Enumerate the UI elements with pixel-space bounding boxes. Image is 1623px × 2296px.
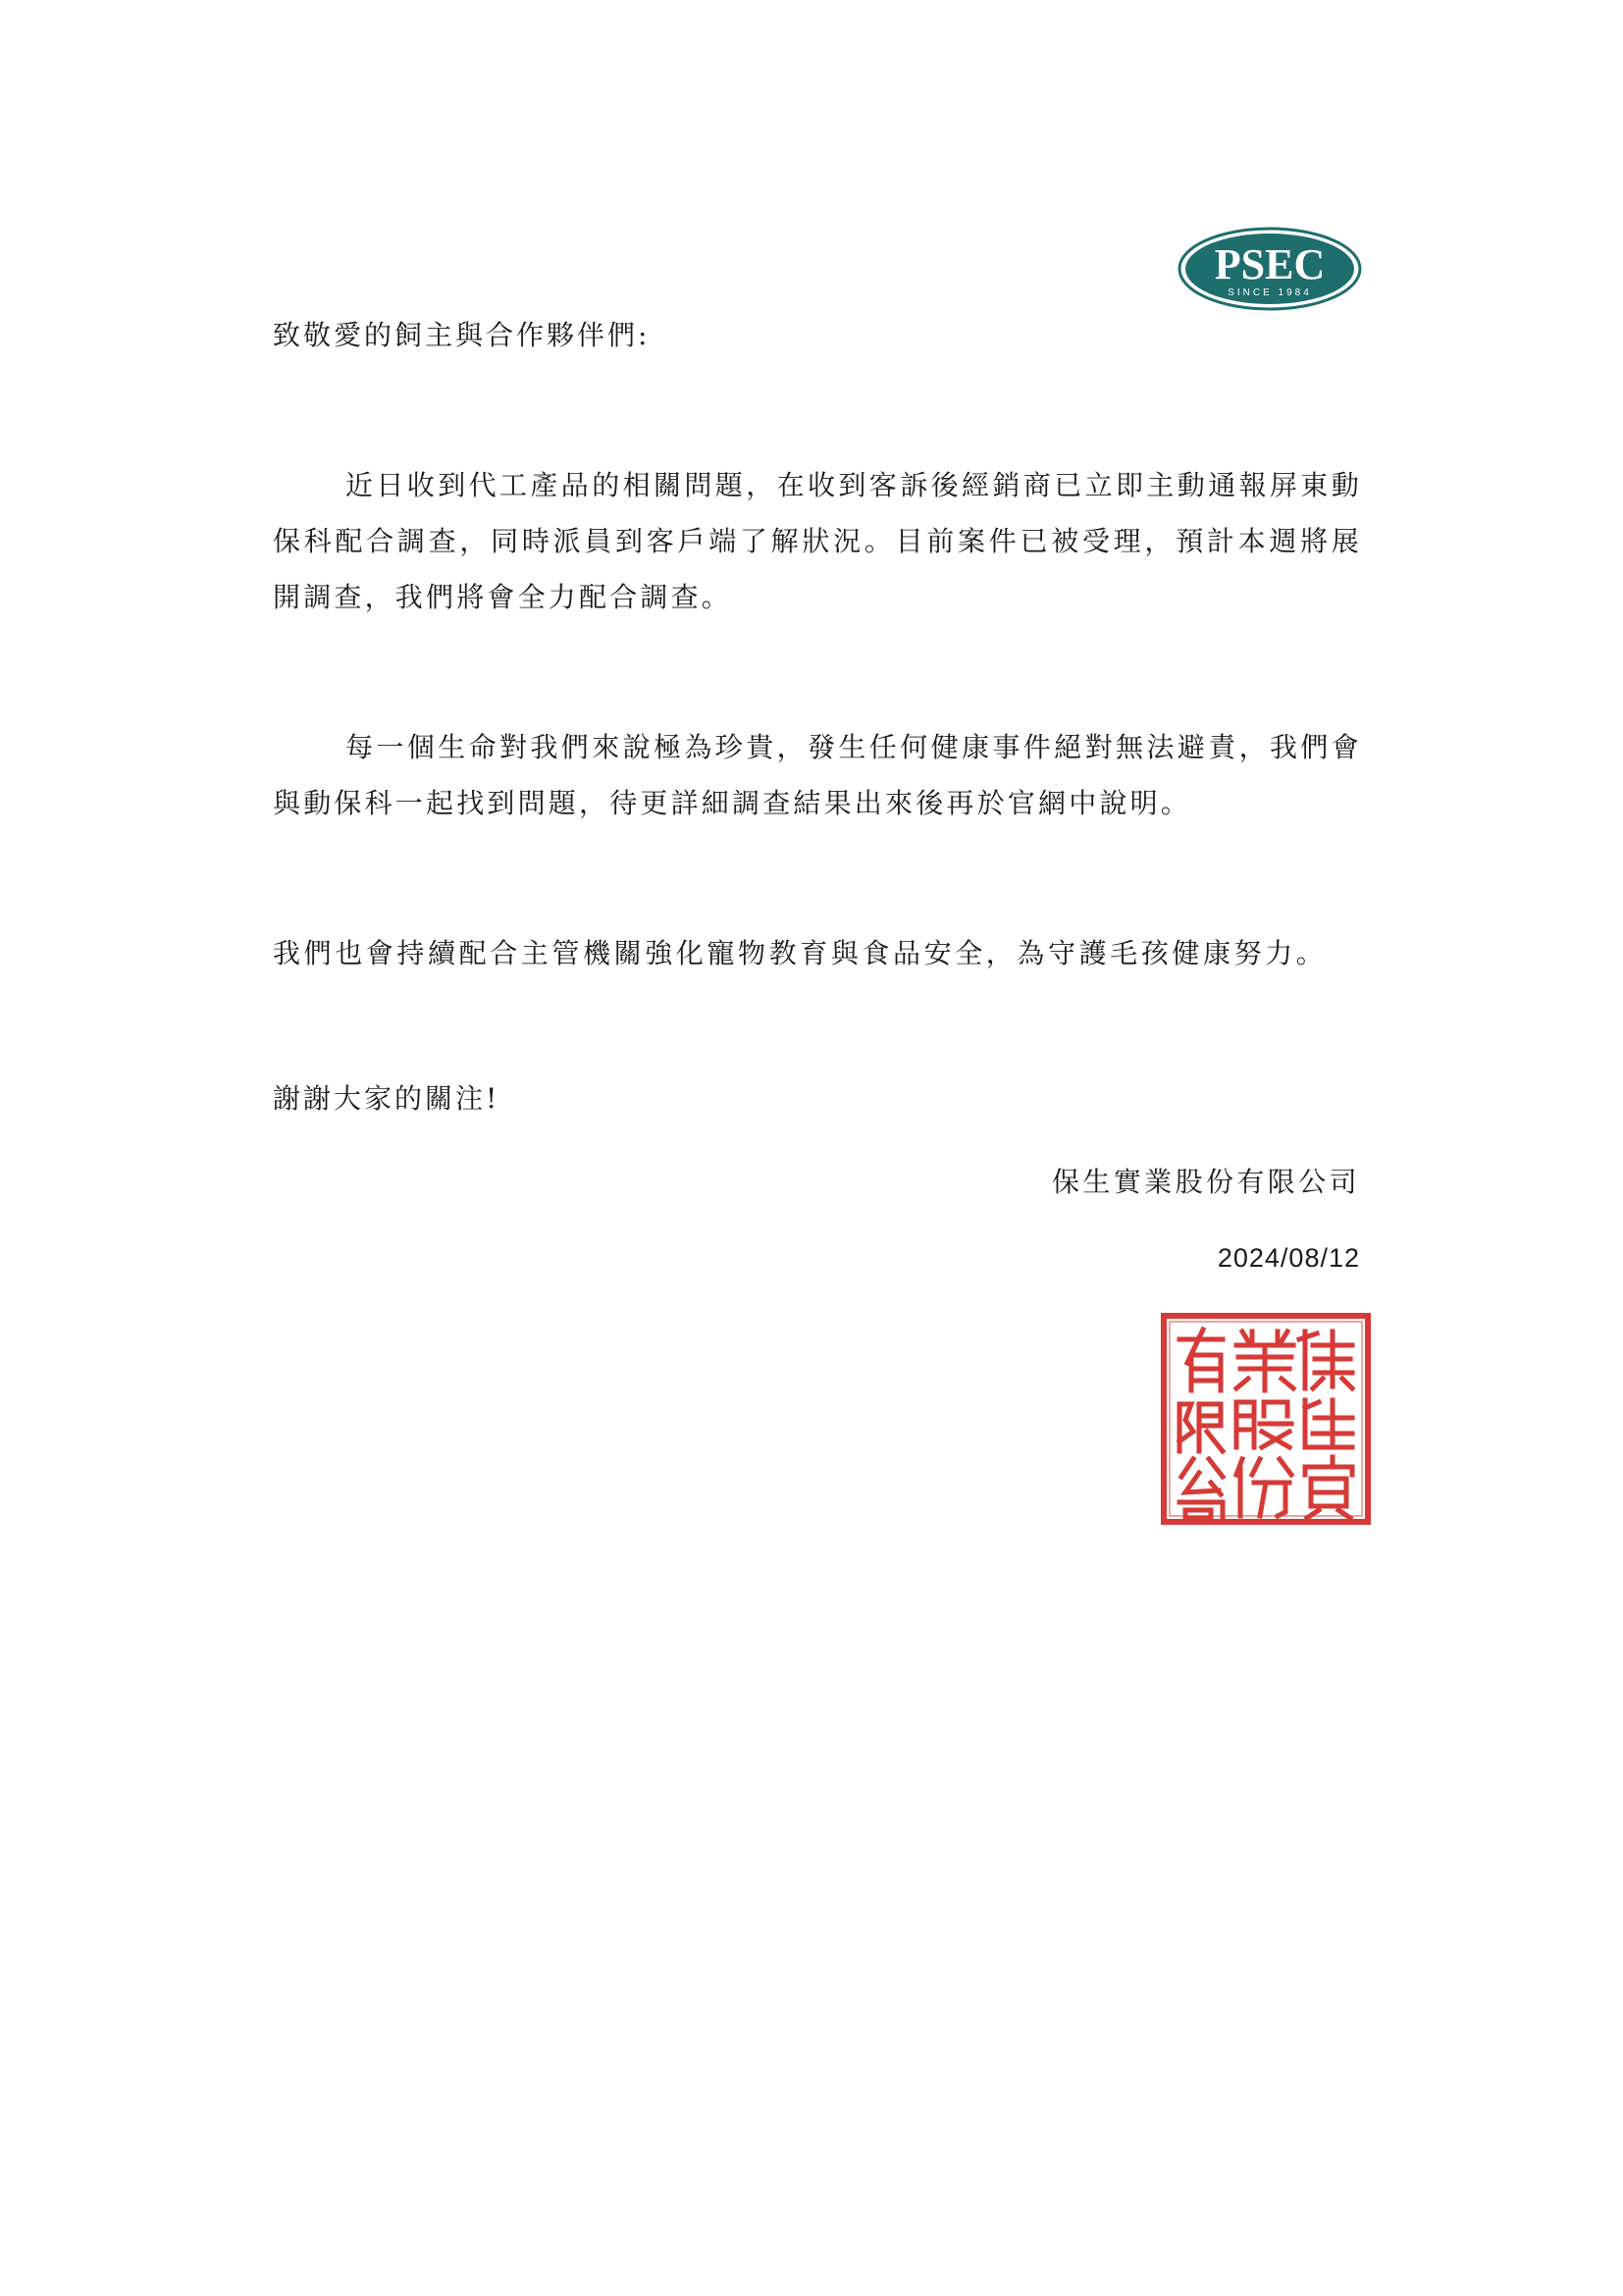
company-logo bbox=[1178, 227, 1362, 311]
paragraph-3: 我們也會持續配合主管機關強化寵物教育與食品安全，為守護毛孩健康努力。 bbox=[273, 937, 1328, 969]
company-seal-stamp bbox=[1158, 1310, 1374, 1528]
letter-date: 2024/08/12 bbox=[1217, 1243, 1360, 1273]
paragraph-1: 近日收到代工產品的相關問題，在收到客訴後經銷商已立即主動通報屏東動保科配合調查，同時派員到客戶端了解狀況。目前案件已被受理，預計本週將展開調查，我們將會全力配合調查。 bbox=[273, 469, 1362, 613]
paragraph-2: 每一個生命對我們來說極為珍貴，發生任何健康事件絕對無法避責，我們會與動保科一起找到問題，待更詳細調查結果出來後再於官網中說明。 bbox=[273, 731, 1362, 819]
logo-brand: PSEC bbox=[1214, 240, 1326, 288]
closing-line: 謝謝大家的關注! bbox=[273, 1082, 500, 1115]
greeting: 致敬愛的飼主與合作夥伴們: bbox=[273, 319, 651, 351]
company-name: 保生實業股份有限公司 bbox=[1051, 1166, 1360, 1198]
logo-since: SINCE 1984 bbox=[1228, 287, 1312, 298]
